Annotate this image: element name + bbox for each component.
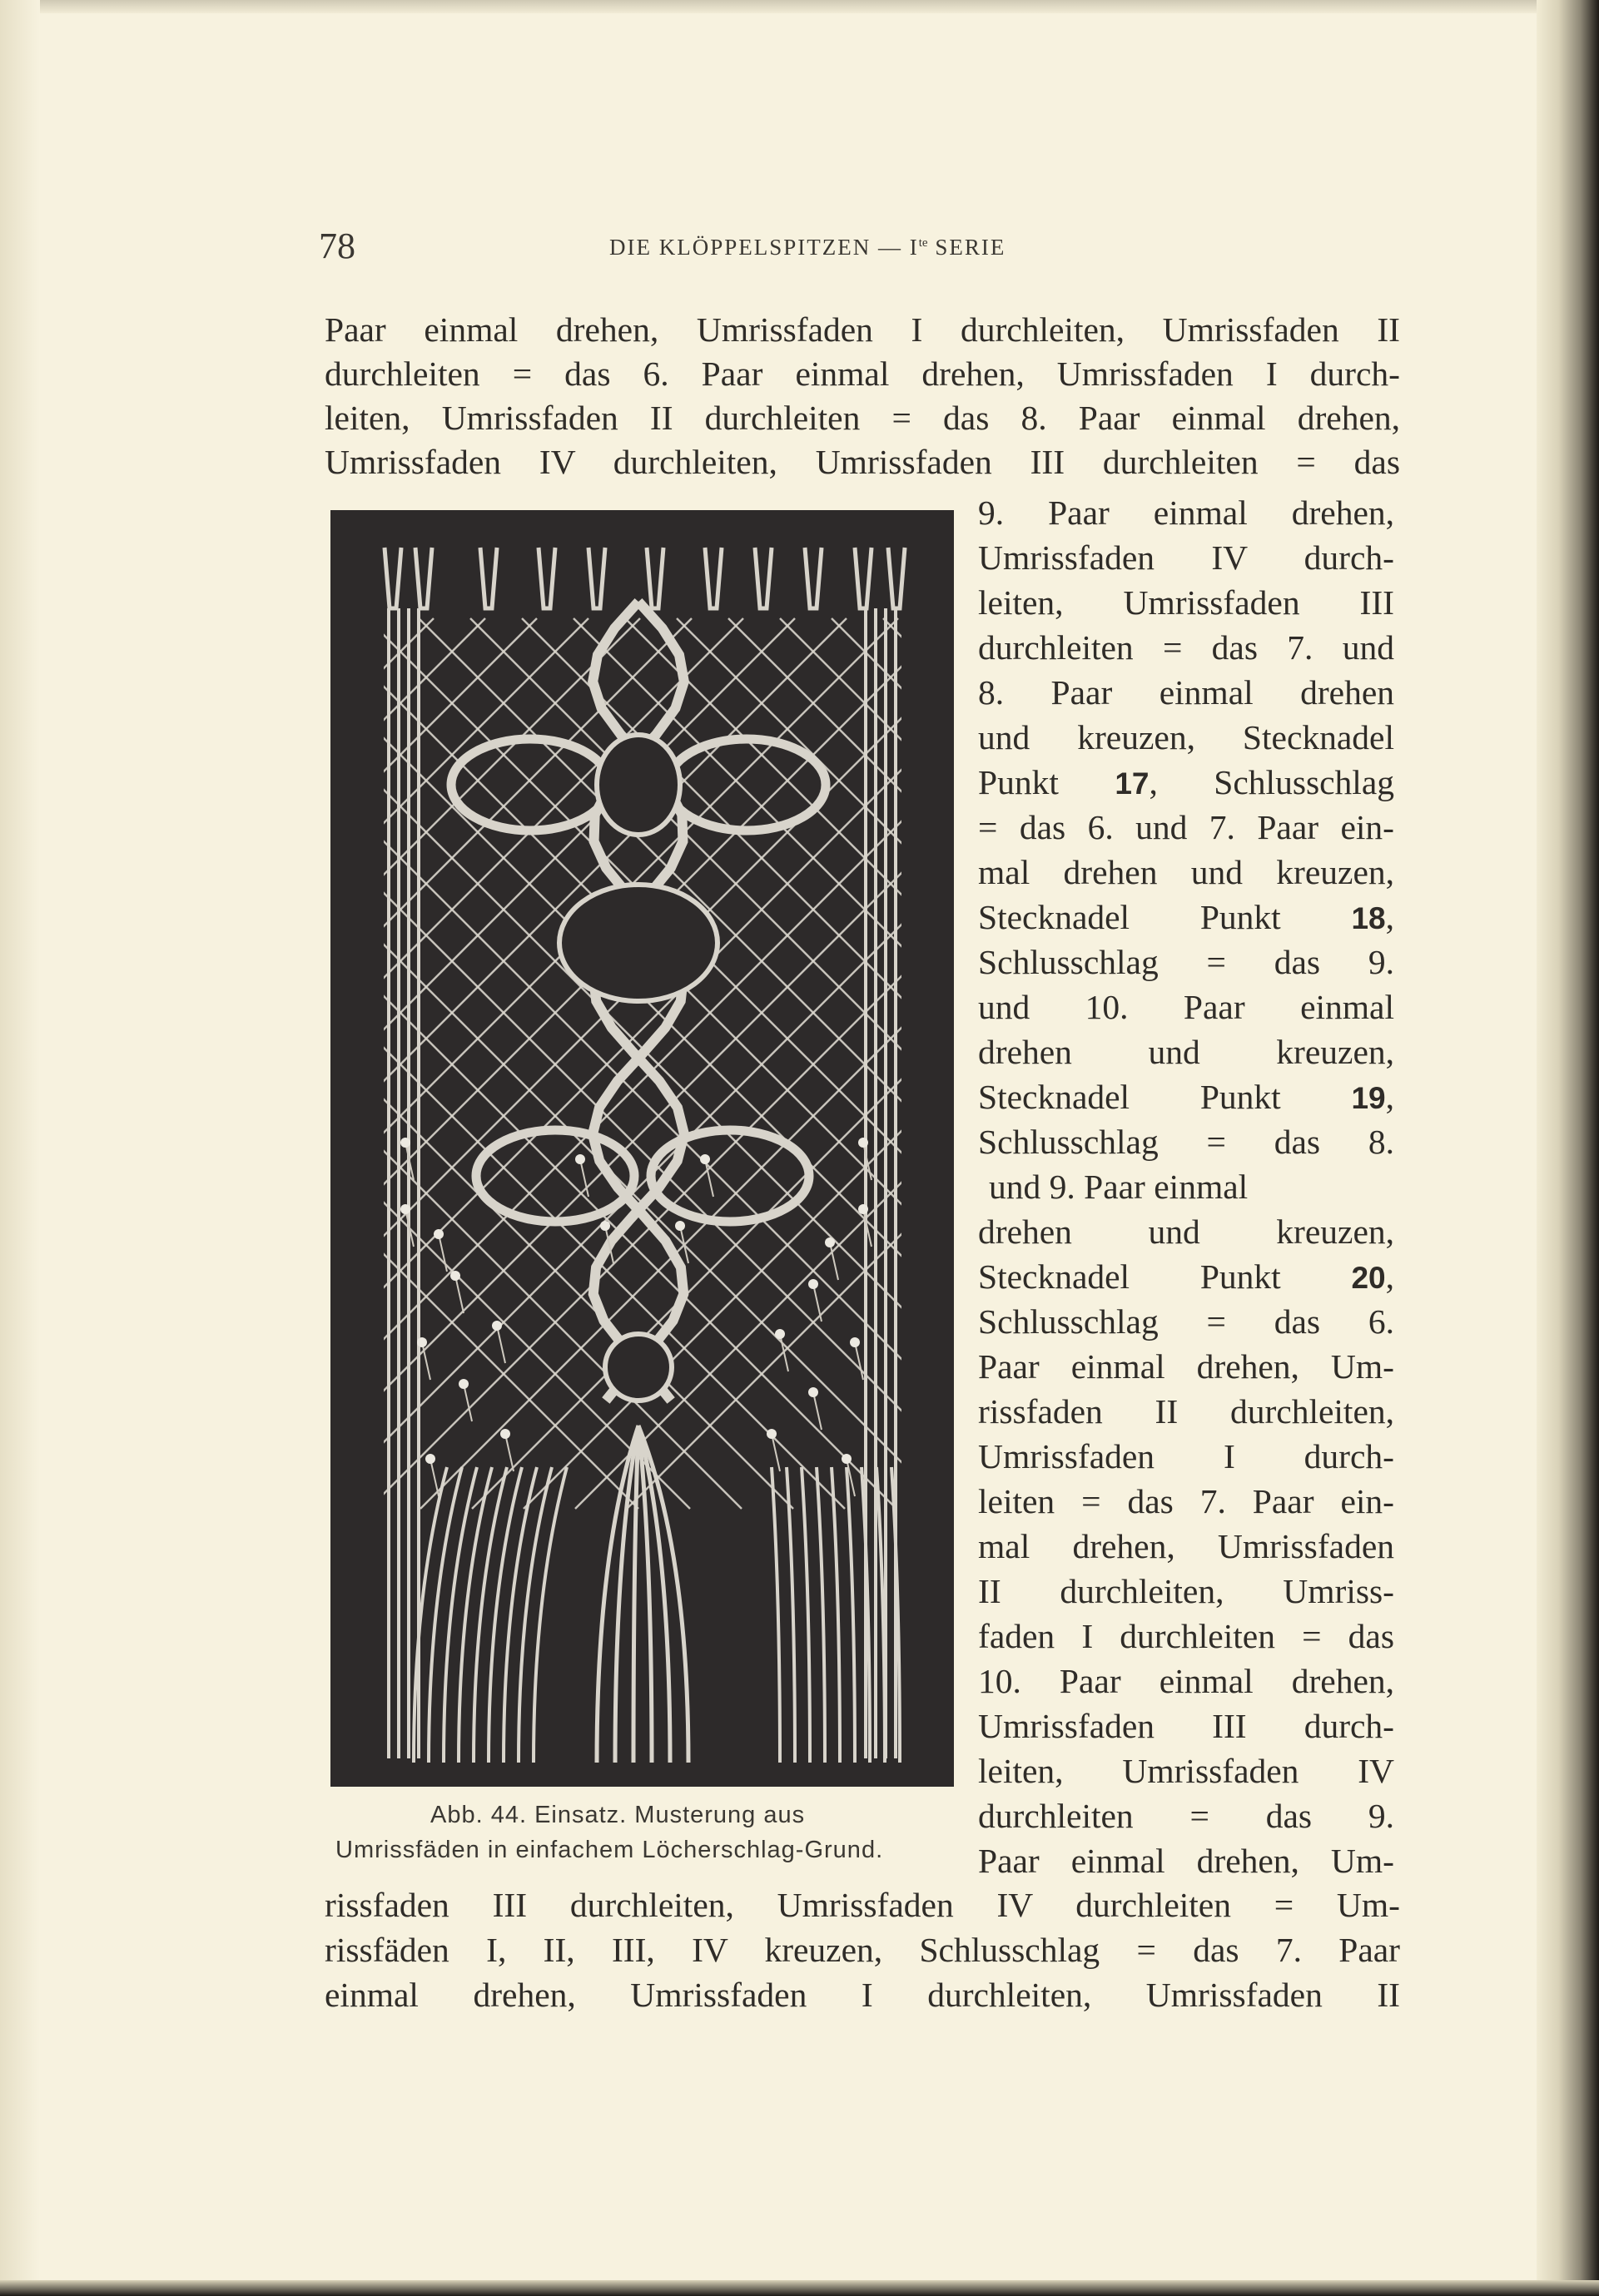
body-line: und kreuzen, Stecknadel bbox=[978, 718, 1394, 756]
point-number: 20 bbox=[1351, 1261, 1386, 1295]
pin-head bbox=[767, 1429, 777, 1439]
body-line: rissfaden II durchleiten, bbox=[978, 1392, 1394, 1431]
pin-shaft bbox=[497, 1326, 505, 1363]
page-bottom-edge bbox=[0, 2280, 1599, 2296]
pin-head bbox=[459, 1379, 469, 1389]
body-line: Umrissfaden I durch- bbox=[978, 1437, 1394, 1475]
page-number: 78 bbox=[319, 226, 355, 266]
lace-figure bbox=[330, 510, 954, 1787]
pin-head bbox=[492, 1321, 502, 1331]
body-line: 10. Paar einmal drehen, bbox=[978, 1662, 1394, 1700]
hanging-thread bbox=[787, 1467, 795, 1763]
pin-head bbox=[808, 1387, 818, 1397]
body-line: und 9. Paar einmal bbox=[989, 1168, 1249, 1206]
pin-head bbox=[425, 1454, 435, 1464]
hanging-thread bbox=[876, 1467, 885, 1763]
body-line bbox=[978, 1075, 1394, 1120]
pin-shaft bbox=[439, 1234, 447, 1272]
pin-head bbox=[842, 1454, 852, 1464]
pin-head bbox=[575, 1154, 585, 1164]
body-line: faden I durchleiten = das bbox=[978, 1617, 1394, 1655]
circle-motif bbox=[651, 1130, 809, 1222]
pin-head bbox=[417, 1337, 427, 1347]
body-text: Stecknadel Punkt bbox=[978, 1257, 1352, 1296]
pin-head bbox=[600, 1221, 610, 1231]
pin-head bbox=[400, 1138, 410, 1148]
body-line: rissfaden III durchleiten, Umrissfaden IV durchleiten = Um- bbox=[325, 1886, 1400, 1924]
body-line: Umrissfaden IV durchleiten, Umrissfaden III durchleiten = das bbox=[325, 443, 1400, 481]
hanging-thread bbox=[534, 1467, 567, 1763]
body-line: leiten = das 7. Paar ein- bbox=[978, 1482, 1394, 1520]
net-thread bbox=[330, 618, 742, 1509]
body-text: , bbox=[1385, 1257, 1394, 1296]
bobbin-lace-illustration bbox=[330, 510, 954, 1787]
ground-hole bbox=[559, 885, 718, 1001]
pin-head bbox=[700, 1154, 710, 1164]
body-line: Paar einmal drehen, Umrissfaden I durchleiten, Umrissfaden II bbox=[325, 310, 1400, 349]
body-line: 9. Paar einmal drehen, bbox=[978, 493, 1394, 532]
pin-head bbox=[858, 1204, 868, 1214]
body-line bbox=[978, 895, 1394, 940]
body-line: leiten, Umrissfaden II durchleiten = das 8. Paar einmal drehen, bbox=[325, 399, 1400, 437]
body-text: , bbox=[1385, 898, 1394, 936]
point-number: 18 bbox=[1351, 901, 1386, 935]
running-title-series: SERIE bbox=[927, 235, 1006, 260]
pin-shaft bbox=[855, 1342, 863, 1380]
body-line: mal drehen, Umrissfaden bbox=[978, 1527, 1394, 1565]
pin-head bbox=[850, 1337, 860, 1347]
body-line: Umrissfaden IV durch- bbox=[978, 538, 1394, 577]
pin-shaft bbox=[680, 1226, 688, 1263]
body-line: 8. Paar einmal drehen bbox=[978, 673, 1394, 712]
pin-head bbox=[675, 1221, 685, 1231]
page-right-edge bbox=[1537, 0, 1599, 2296]
pin-shaft bbox=[813, 1284, 822, 1322]
net-thread bbox=[330, 618, 743, 1509]
body-line: drehen und kreuzen, bbox=[978, 1212, 1394, 1251]
pin-head bbox=[450, 1271, 460, 1281]
hanging-thread bbox=[817, 1467, 825, 1763]
figure-margin-right bbox=[901, 510, 954, 1787]
body-line: II durchleiten, Umriss- bbox=[978, 1572, 1394, 1610]
running-title bbox=[609, 235, 1006, 260]
body-line: durchleiten = das 6. Paar einmal drehen, Umrissfaden I durch- bbox=[325, 355, 1400, 393]
body-line: Schlusschlag = das 8. bbox=[978, 1123, 1394, 1161]
pin-head bbox=[434, 1229, 444, 1239]
pin-head bbox=[808, 1279, 818, 1289]
circle-motif bbox=[668, 739, 826, 831]
running-title-main: DIE KLÖPPELSPITZEN — I bbox=[609, 235, 919, 260]
body-line: durchleiten = das 7. und bbox=[978, 628, 1394, 667]
hanging-thread bbox=[802, 1467, 810, 1763]
hanging-thread bbox=[633, 1426, 638, 1763]
ground-hole bbox=[605, 1334, 672, 1401]
point-number: 17 bbox=[1115, 766, 1150, 801]
body-line: Paar einmal drehen, Um- bbox=[978, 1347, 1394, 1386]
body-text: , Schlusschlag bbox=[1149, 763, 1394, 801]
page-top-edge bbox=[0, 0, 1599, 13]
body-text: Stecknadel Punkt bbox=[978, 1078, 1352, 1116]
body-line: Schlusschlag = das 6. bbox=[978, 1302, 1394, 1341]
body-text: Stecknadel Punkt bbox=[978, 898, 1352, 936]
pin-shaft bbox=[464, 1384, 472, 1421]
figure-margin-left bbox=[330, 510, 384, 1787]
pin-head bbox=[500, 1429, 510, 1439]
body-line bbox=[978, 1255, 1394, 1300]
pin-head bbox=[858, 1138, 868, 1148]
body-line: durchleiten = das 9. bbox=[978, 1797, 1394, 1835]
body-line: rissfäden I, II, III, IV kreuzen, Schlusschlag = das 7. Paar bbox=[325, 1931, 1400, 1969]
pin-shaft bbox=[813, 1392, 822, 1430]
figure-caption-line-2: Umrissfäden in einfachem Löcherschlag-Grund. bbox=[335, 1837, 884, 1863]
hanging-thread bbox=[832, 1467, 840, 1763]
pin-head bbox=[775, 1329, 785, 1339]
body-line: = das 6. und 7. Paar ein- bbox=[978, 808, 1394, 846]
pin-shaft bbox=[780, 1334, 788, 1371]
pin-head bbox=[825, 1237, 835, 1247]
body-line: leiten, Umrissfaden III bbox=[978, 583, 1394, 622]
body-line: Umrissfaden III durch- bbox=[978, 1707, 1394, 1745]
pin-shaft bbox=[430, 1459, 439, 1496]
figure-caption-line-1: Abb. 44. Einsatz. Musterung aus bbox=[430, 1802, 806, 1828]
body-line: und 10. Paar einmal bbox=[978, 988, 1394, 1026]
body-line: Paar einmal drehen, Um- bbox=[978, 1842, 1394, 1880]
page-left-shade bbox=[0, 0, 40, 2296]
body-text: , bbox=[1385, 1078, 1394, 1116]
running-title-superscript: te bbox=[918, 236, 928, 250]
ground-hole bbox=[597, 735, 680, 835]
hanging-thread bbox=[847, 1467, 855, 1763]
body-line bbox=[978, 761, 1394, 806]
body-line: drehen und kreuzen, bbox=[978, 1033, 1394, 1071]
body-line: leiten, Umrissfaden IV bbox=[978, 1752, 1394, 1790]
body-line: mal drehen und kreuzen, bbox=[978, 853, 1394, 891]
body-line: Schlusschlag = das 9. bbox=[978, 943, 1394, 981]
body-text: Punkt bbox=[978, 763, 1115, 801]
point-number: 19 bbox=[1351, 1081, 1386, 1115]
hanging-thread bbox=[772, 1467, 780, 1763]
pin-head bbox=[400, 1204, 410, 1214]
body-line: einmal drehen, Umrissfaden I durchleiten, Umrissfaden II bbox=[325, 1976, 1400, 2014]
pin-shaft bbox=[505, 1434, 514, 1471]
